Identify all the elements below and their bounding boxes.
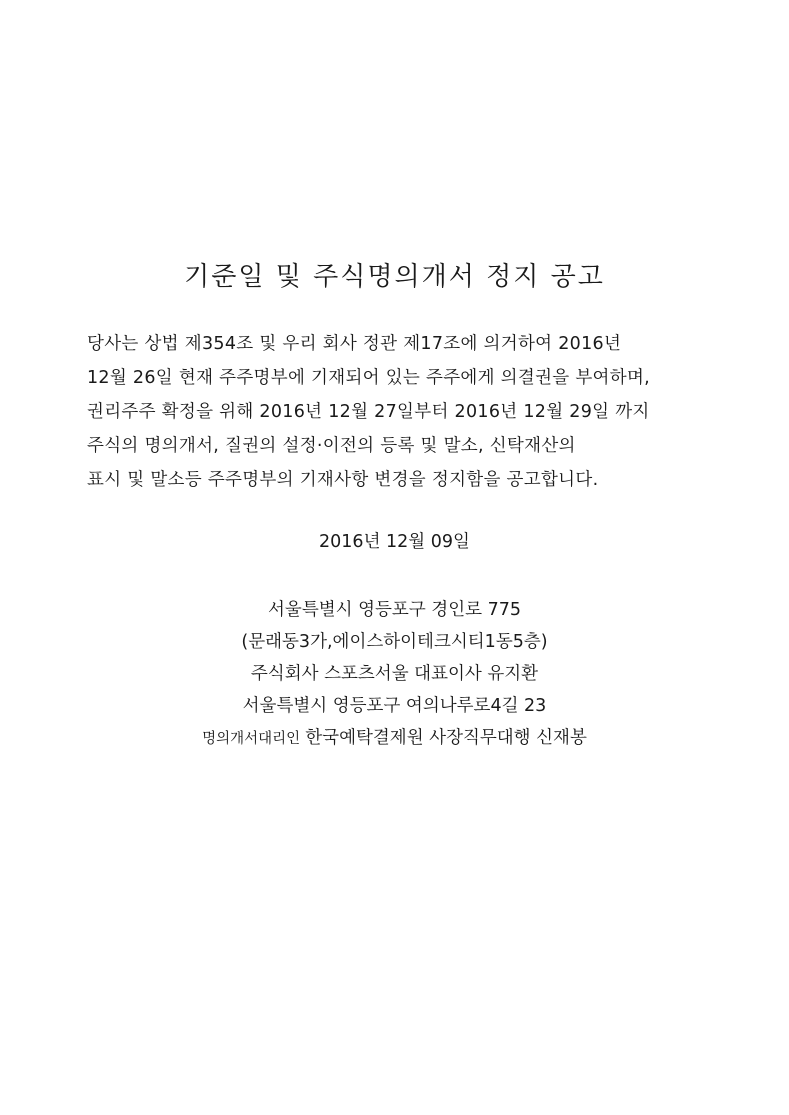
agent-label: 명의개서대리인 <box>202 731 301 747</box>
paragraph-line-5: 표시 및 말소등 주주명부의 기재사항 변경을 정지함을 공고합니다. <box>87 470 599 490</box>
paragraph-line-4: 주식의 명의개서, 질권의 설정·이전의 등록 및 말소, 신탁재산의 <box>87 436 576 456</box>
agent-line <box>0 724 789 749</box>
paragraph-line-3: 권리주주 확정을 위해 2016년 12월 27일부터 2016년 12월 29일 까지 <box>87 402 650 422</box>
company-address-detail: (문래동3가,에이스하이테크시티1동5층) <box>241 632 548 652</box>
company-name-ceo: 주식회사 스포츠서울 대표이사 유지환 <box>250 664 539 684</box>
company-address: 서울특별시 영등포구 경인로 775 <box>268 600 521 620</box>
agent-name: 한국예탁결제원 사장직무대행 신재봉 <box>305 728 587 748</box>
paragraph-line-1: 당사는 상법 제354조 및 우리 회사 정관 제17조에 의거하여 2016년 <box>87 334 622 354</box>
notice-date: 2016년 12월 09일 <box>319 532 470 552</box>
notice-title: 기준일 및 주식명의개서 정지 공고 <box>184 262 605 292</box>
paragraph-line-2: 12월 26일 현재 주주명부에 기재되어 있는 주주에게 의결권을 부여하며, <box>87 368 651 388</box>
agent-address: 서울특별시 영등포구 여의나루로4길 23 <box>242 696 547 716</box>
